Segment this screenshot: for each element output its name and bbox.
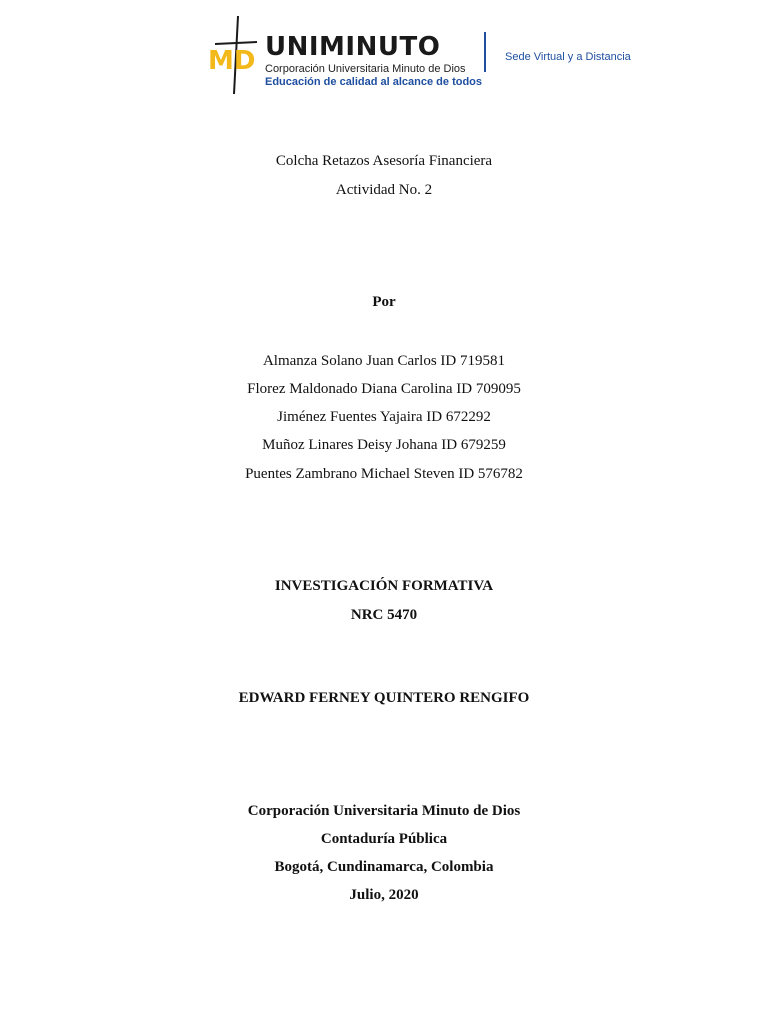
brand-name: UNIMINUTO [265,32,441,62]
brand-tagline: Educación de calidad al alcance de todos [265,76,483,88]
brand-subtitle: Corporación Universitaria Minuto de Dios [265,63,466,75]
location: Bogotá, Cundinamarca, Colombia [274,859,494,875]
program-name: Contaduría Pública [320,831,448,847]
course-name: INVESTIGACIÓN FORMATIVA [274,578,494,594]
institution-name: Corporación Universitaria Minuto de Dios [247,803,521,819]
author-line: Florez Maldonado Diana Carolina ID 709095 [247,381,521,397]
document-title: Colcha Retazos Asesoría Financiera [275,153,493,169]
course-nrc: NRC 5470 [350,607,418,623]
author-line: Almanza Solano Juan Carlos ID 719581 [262,353,506,369]
brand-divider [484,32,486,72]
brand-sede: Sede Virtual y a Distancia [505,51,631,63]
uniminuto-logo [205,14,635,96]
por-label: Por [372,294,396,310]
md-cross-logo-icon [205,14,263,96]
author-line: Jiménez Fuentes Yajaira ID 672292 [277,409,491,425]
author-line: Puentes Zambrano Michael Steven ID 576782 [245,466,523,482]
activity-number: Actividad No. 2 [335,182,433,198]
date: Julio, 2020 [349,887,419,903]
logo-mark-text: MD [208,46,256,76]
teacher-name: EDWARD FERNEY QUINTERO RENGIFO [238,690,530,706]
author-line: Muñoz Linares Deisy Johana ID 679259 [262,437,506,453]
